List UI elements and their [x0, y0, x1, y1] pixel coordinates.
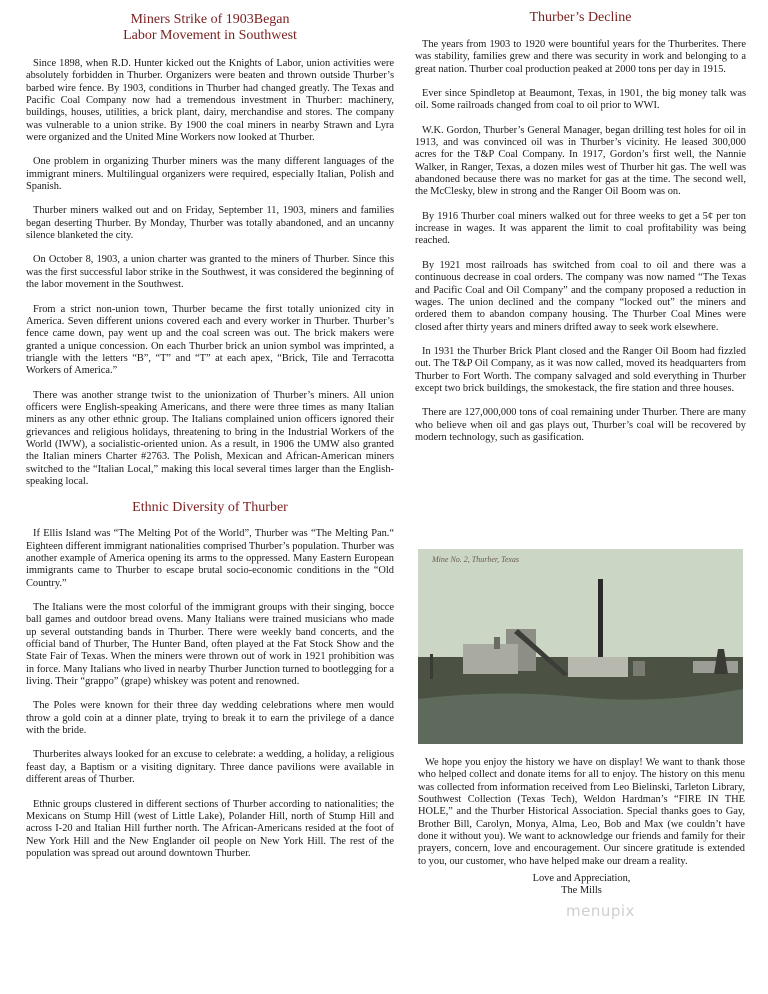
- ethnic-diversity-heading: Ethnic Diversity of Thurber: [132, 500, 288, 516]
- miners-strike-paragraph: Thurber miners walked out and on Friday, September 11, 1903, miners and families began deserting Thurber. By Monday, Thurber was totally abandoned, and an uncanny silence blanketed the city.: [26, 205, 394, 242]
- miners-strike-paragraph: On October 8, 1903, a union charter was granted to the miners of Thurber. Since this was the first successful labor strike in the Southwest, it was considered the beginning of the labor movement in the Southwest.: [26, 254, 394, 291]
- decline-paragraph: By 1916 Thurber coal miners walked out for three weeks to get a 5¢ per ton increase in wages. It was apparent the limit to coal profitability was being reached.: [415, 210, 746, 247]
- miners-strike-heading-line1: Miners Strike of 1903Began: [130, 12, 290, 27]
- ethnic-diversity-paragraph: The Italians were the most colorful of the immigrant groups with their singing, bocce ball games and outdoor bread ovens. Many Italians were trained musicians who made up several outstanding bands in Thurber. There were weekly band concerts, and the official band of Thurber, The Hunter Band, often played at the Fat Stock Show and the State Fair of Texas. When the miners were thrown out of work in 1921 prohibition was in force. Many Italians who lived in nearby Thurber Junction turned to bootlegging for a living. Their “grappo” (grape) whiskey was potent and renowned.: [26, 602, 394, 688]
- photo-caption: Mine No. 2, Thurber, Texas: [432, 555, 520, 564]
- right-column: [415, 10, 746, 456]
- menupix-watermark: menupix: [566, 902, 635, 920]
- miners-strike-paragraph: Since 1898, when R.D. Hunter kicked out the Knights of Labor, union activities were absolutely forbidden in Thurber. Organizers were beaten and thrown outside Thurber’s barbed wire fence. By 1903, conditions in Thurber had changed greatly. The Texas and Pacific Coal Company now had a tremendous investment in Thurber: machinery, buildings, houses, utilities, a brick plant, dairy, merchandise and stores. The company was vulnerable to a union strike. By 1900 the coal miners in nearby Strawn and Lyra were organized and the United Mine Workers now looked at Thurber.: [26, 58, 394, 144]
- decline-paragraph: The years from 1903 to 1920 were bountiful years for the Thurberites. There was stability, families grew and there was security in work and belonging to a great nation. Thurber coal production peaked at 2000 tons per day in 1915.: [415, 39, 746, 75]
- miners-strike-paragraph: One problem in organizing Thurber miners was the many different languages of the immigrant miners. Multilingual organizers were required, especially Italian, Polish and Spanish.: [26, 156, 394, 193]
- ethnic-diversity-paragraph: The Poles were known for their three day wedding celebrations where men would throw a gold coin at a dinner plate, trying to break it to earn the privilege of a dance with the bride.: [26, 700, 394, 737]
- miners-strike-paragraph: From a strict non-union town, Thurber became the first totally unionized city in America. Seven different unions covered each and every worker in Thurber. Thurber’s fence came down, pay went up and the coal screen was out. The brick makers were granted a unique concession. On each Thurber brick an union symbol was imprinted, a triangle with the letters “B”, “T” and “T” at each apex, “Brick, Tile and Terracotta Workers of America.”: [26, 303, 394, 377]
- decline-paragraph: In 1931 the Thurber Brick Plant closed and the Ranger Oil Boom had fizzled out. The T&P Oil Company, as it was now called, moved its headquarters from Thurber to Fort Worth. The company salvaged and sold everything in Thurber except two brick buildings, the smokestack, the fire station and three houses.: [415, 345, 746, 394]
- decline-paragraph: There are 127,000,000 tons of coal remaining under Thurber. There are many who believe when oil and gas plays out, Thurber’s coal will be recovered by modern technology, such as gasification.: [415, 407, 746, 443]
- ethnic-diversity-paragraph: If Ellis Island was “The Melting Pot of the World”, Thurber was “The Melting Pan.“ Eighteen different immigrant nationalities comprised Thurber’s population. Thurber was another example of America opening its arms to the oppressed. Many Eastern European immigrants came to Thurber to escape brutal socio-economic conditions in the “Old Country.”: [26, 528, 394, 589]
- decline-paragraph: By 1921 most railroads has switched from coal to oil and there was a continuous decrease in coal orders. The company was now named “The Texas and Pacific Coal and Oil Company” and the company proposed a reduction in wages. The union declined and the company “locked out” the miners and ordered them to abandon company housing. The Thurber Coal Mines were closed after thirty years and miners drifted away to seek work elsewhere.: [415, 259, 746, 333]
- signature-line: Love and Appreciation,: [532, 873, 631, 885]
- mine-photo-illustration: [418, 549, 743, 744]
- decline-paragraph: W.K. Gordon, Thurber’s General Manager, began drilling test holes for oil in 1913, and was convinced oil was in Thurber’s vicinity. He leased 300,000 acres for the T&P Coal Company. In 1917, Gordon’s first well, the Nannie Walker, in Ranger, Texas, a dozen miles west of Thurber hit gas. The well was abandoned because there was no market for gas at the time. The second well, the McClesky, blew in strong and the Ranger Oil Boom was on.: [415, 124, 746, 198]
- closing-paragraph: We hope you enjoy the history we have on display! We want to thank those who helped collect and donate items for all to enjoy. The history on this menu was collected from information received from Leo Bielinski, Tarleton Library, Southwest Collection (Texas Tech), Weldon Hardman’s “FIRE IN THE HOLE,” and the Thurber Historical Association. Special thanks goes to Gay, Brother Bill, Carolyn, Monya, Alma, Leo, Bob and Max (we couldn’t have done it without you). We want to acknowledge our friends and family for their prayers, concern, love and encouragement. Our sincere gratitude is extended to you, our customer, who have helped make our dream a reality.: [418, 757, 745, 867]
- miners-strike-heading-line2: Labor Movement in Southwest: [123, 28, 297, 43]
- ethnic-diversity-paragraph: Ethnic groups clustered in different sections of Thurber according to nationalities; the Mexicans on Stump Hill (west of Little Lake), Polander Hill, north of Stump Hill and across I-20 and Italian Hill further north. The African-Americans resided at the foot of New York Hill and the New Englander oil people on New York Hill. The rest of the population was spread out around downtown Thurber.: [26, 798, 394, 859]
- historic-mine-photo: [418, 549, 743, 744]
- miners-strike-paragraph: There was another strange twist to the unionization of Thurber’s miners. All union officers were English-speaking Americans, and there were three times as many Italian miners as any other ethnic group. The Italians complained union officers ignored their grievances and religious holidays, threatening to bring in the Industrial Workers of the World (IWW), a socialistic-oriented union. As a result, in 1906 the UMW also granted the Italian miners Charter #2763. The Polish, Mexican and African-American miners switched to the “Italian Local,” making this local several times larger than the English-speaking local.: [26, 389, 394, 487]
- miners-strike-heading: [26, 12, 394, 44]
- left-column: [26, 12, 394, 872]
- signature-name: The Mills: [561, 885, 602, 897]
- ethnic-diversity-paragraph: Thurberites always looked for an excuse to celebrate: a wedding, a holiday, a religious feast day, a Baptism or a visiting dignitary. Three dance pavilions were available in different areas of Thurber.: [26, 749, 394, 786]
- closing-note: [418, 757, 745, 898]
- decline-paragraph: Ever since Spindletop at Beaumont, Texas, in 1901, the big money talk was oil. Some railroads changed from coal to oil prior to WWI.: [415, 88, 746, 112]
- thurbers-decline-heading: Thurber’s Decline: [529, 10, 632, 25]
